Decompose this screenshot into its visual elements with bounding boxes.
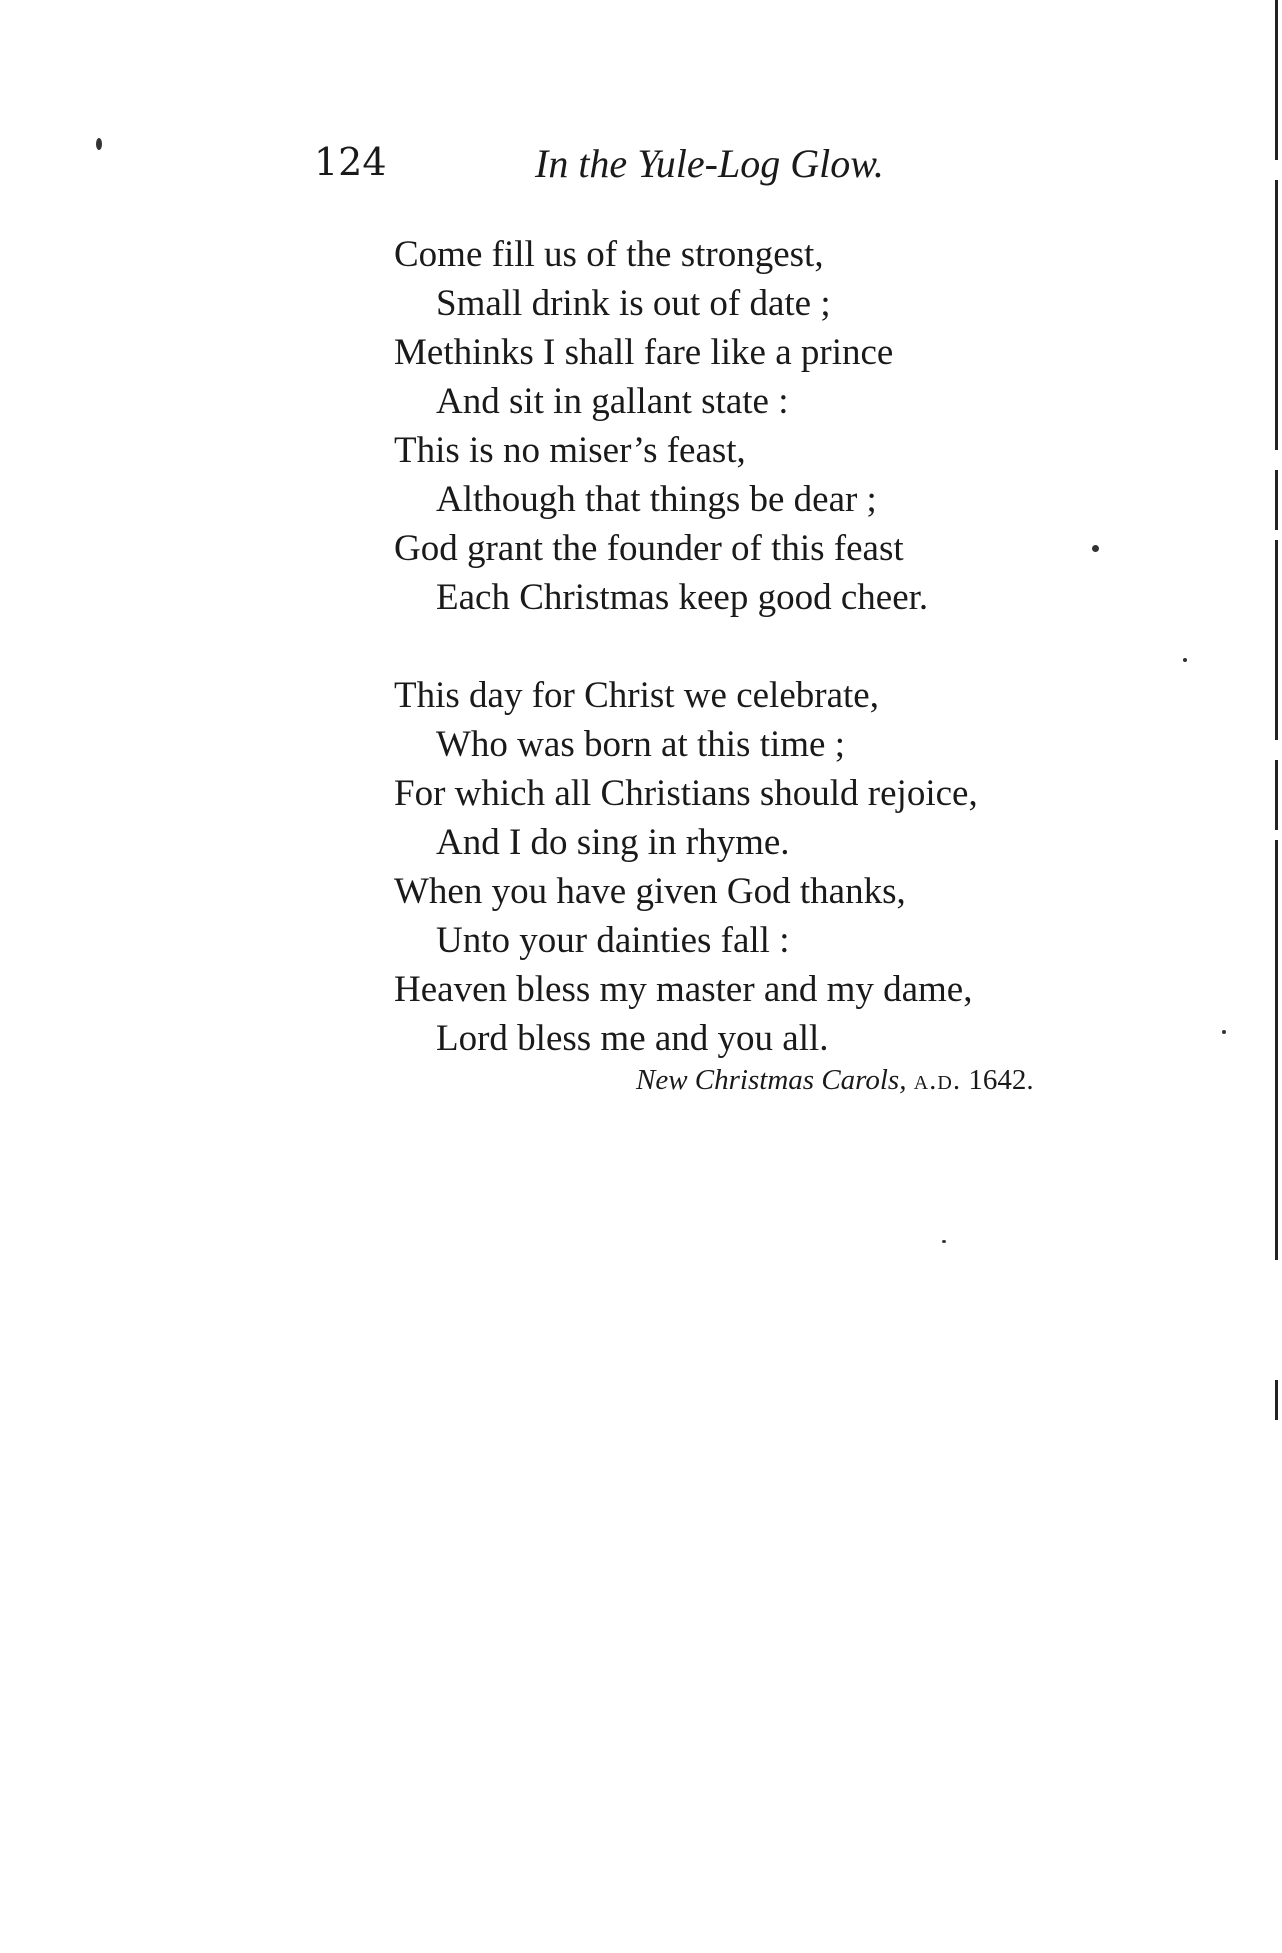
ink-speck xyxy=(1092,545,1099,552)
attribution-source: New Christmas Carols, xyxy=(636,1064,907,1096)
stanza-2 xyxy=(394,671,978,1063)
poem-line: Lord bless me and you all. xyxy=(436,1018,829,1059)
poem-line: This is no miser’s feast, xyxy=(394,430,746,471)
attribution xyxy=(636,1064,1034,1097)
poem-line: God grant the founder of this feast xyxy=(394,528,904,569)
ink-speck xyxy=(1183,658,1187,662)
binding-line xyxy=(1275,0,1278,160)
poem-line: Unto your dainties fall : xyxy=(436,920,790,961)
page-number: 124 xyxy=(314,140,387,184)
poem-line: Methinks I shall fare like a prince xyxy=(394,332,894,373)
stanza-1 xyxy=(394,230,978,622)
poem-line: And sit in gallant state : xyxy=(436,381,789,422)
binding-line xyxy=(1275,540,1278,740)
ink-speck xyxy=(96,138,102,150)
poem-line: Who was born at this time ; xyxy=(436,724,845,765)
poem-line: Heaven bless my master and my dame, xyxy=(394,969,973,1010)
poem-line: When you have given God thanks, xyxy=(394,871,906,912)
running-title: In the Yule-Log Glow. xyxy=(535,141,884,186)
poem-line: Although that things be dear ; xyxy=(436,479,877,520)
binding-line xyxy=(1275,470,1278,530)
poem-line: Each Christmas keep good cheer. xyxy=(436,577,929,618)
binding-line xyxy=(1275,840,1278,1260)
poem-line: This day for Christ we celebrate, xyxy=(394,675,879,716)
binding-line xyxy=(1275,180,1278,450)
poem-line: For which all Christians should rejoice, xyxy=(394,773,978,814)
page-header xyxy=(0,140,1282,190)
binding-line xyxy=(1275,1380,1278,1420)
attribution-era: a.d. xyxy=(913,1064,962,1096)
poem-line: Small drink is out of date ; xyxy=(436,283,831,324)
ink-speck xyxy=(942,1240,946,1243)
binding-edge xyxy=(1270,0,1282,1953)
binding-line xyxy=(1275,760,1278,830)
attribution-year: 1642. xyxy=(968,1064,1034,1096)
poem-line: Come fill us of the strongest, xyxy=(394,234,824,275)
poem xyxy=(394,230,978,1063)
ink-speck xyxy=(1222,1030,1226,1034)
poem-line: And I do sing in rhyme. xyxy=(436,822,790,863)
